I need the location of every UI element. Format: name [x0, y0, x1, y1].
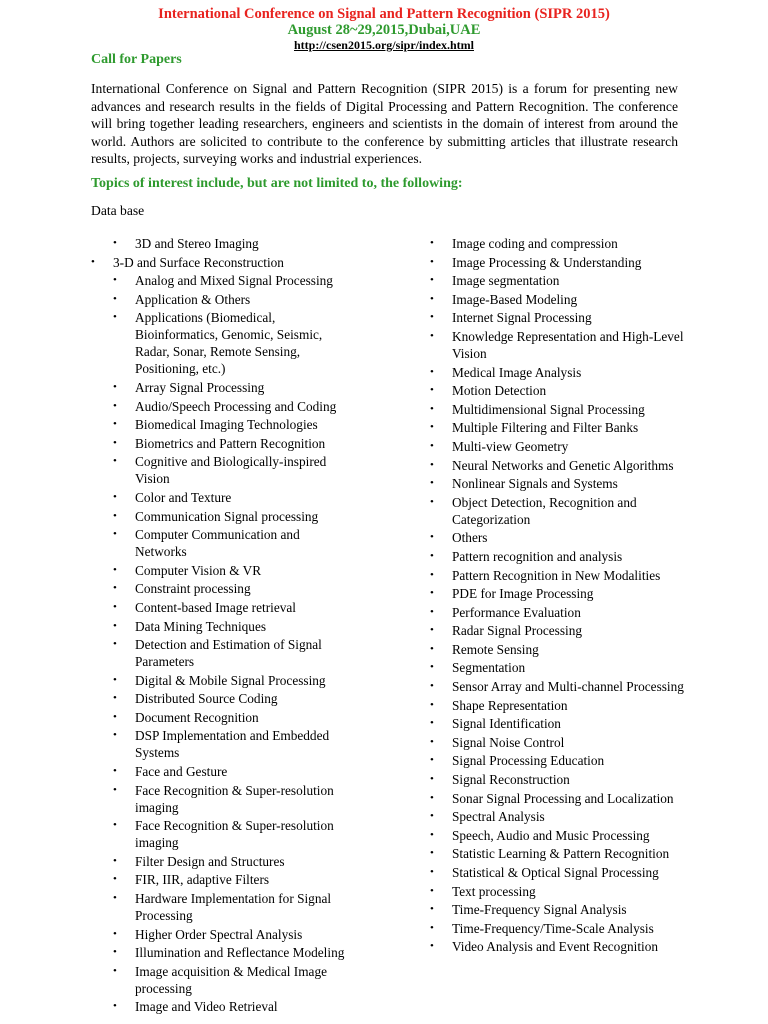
list-item: [91, 618, 421, 635]
bullet-icon: •: [113, 619, 117, 632]
list-item: [408, 771, 698, 788]
list-item: [91, 672, 421, 689]
list-item: [91, 871, 421, 888]
topic-text: Speech, Audio and Music Processing: [452, 827, 650, 843]
list-item: [408, 901, 698, 918]
list-item: [408, 291, 698, 308]
bullet-icon: •: [430, 661, 434, 674]
topic-text: Remote Sensing: [452, 641, 539, 657]
topic-text: Signal Noise Control: [452, 734, 565, 750]
topics-list-left: [91, 235, 421, 1017]
list-item: [408, 938, 698, 955]
bullet-icon: •: [430, 292, 434, 305]
topic-text: Medical Image Analysis: [452, 364, 582, 380]
list-item: [408, 529, 698, 546]
bullet-icon: •: [430, 717, 434, 730]
topic-text: Performance Evaluation: [452, 604, 581, 620]
list-item: [91, 853, 421, 870]
bullet-icon: •: [430, 940, 434, 953]
list-item: [408, 548, 698, 565]
list-item: [91, 526, 421, 560]
list-item: [408, 678, 698, 695]
bullet-icon: •: [430, 477, 434, 490]
list-item: [408, 715, 698, 732]
bullet-icon: •: [113, 854, 117, 867]
bullet-icon: •: [113, 509, 117, 522]
list-item: [91, 435, 421, 452]
list-item: [408, 752, 698, 769]
topic-text: Others: [452, 530, 488, 546]
topic-text: Image acquisition & Medical Image processing: [135, 963, 327, 996]
topic-text: 3D and Stereo Imaging: [135, 236, 259, 251]
bullet-icon: •: [113, 638, 117, 651]
list-item: [408, 457, 698, 474]
list-item: [408, 401, 698, 418]
bullet-icon: •: [430, 847, 434, 860]
list-item: [91, 580, 421, 597]
list-item: [408, 734, 698, 751]
topic-text: Higher Order Spectral Analysis: [135, 926, 303, 942]
topic-text: Text processing: [452, 883, 536, 899]
list-item: [91, 926, 421, 943]
bullet-icon: •: [430, 642, 434, 655]
topic-text: Shape Representation: [452, 697, 568, 713]
topic-text: Time-Frequency/Time-Scale Analysis: [452, 920, 654, 936]
list-item: [91, 782, 421, 816]
topic-text: Distributed Source Coding: [135, 691, 278, 707]
list-item: [408, 567, 698, 584]
list-item: [408, 845, 698, 862]
topic-text: Content-based Image retrieval: [135, 599, 296, 615]
bullet-icon: •: [430, 828, 434, 841]
list-item: [91, 416, 421, 433]
topic-text: Audio/Speech Processing and Coding: [135, 398, 337, 414]
list-item: [408, 585, 698, 602]
list-item: [91, 453, 421, 487]
bullet-icon: •: [113, 964, 117, 977]
bullet-icon: •: [430, 810, 434, 823]
topic-text: Statistical & Optical Signal Processing: [452, 865, 659, 880]
list-item: [408, 641, 698, 658]
list-item: [408, 622, 698, 639]
topic-text: Constraint processing: [135, 581, 251, 597]
topic-text: Array Signal Processing: [135, 379, 265, 395]
bullet-icon: •: [113, 292, 117, 305]
list-item: [91, 709, 421, 726]
bullet-icon: •: [113, 418, 117, 431]
list-item: [408, 475, 698, 492]
list-item: [91, 379, 421, 396]
topic-text: Detection and Estimation of Signal Parameters: [135, 637, 322, 670]
database-label: Data base: [91, 203, 145, 218]
bullet-icon: •: [430, 568, 434, 581]
topic-text: Image and Video Retrieval: [135, 999, 278, 1015]
topic-text: Statistic Learning & Pattern Recognition: [452, 846, 670, 862]
topic-text: Analog and Mixed Signal Processing: [135, 273, 333, 289]
list-item: [408, 604, 698, 621]
bullet-icon: •: [430, 384, 434, 397]
list-item: [408, 328, 698, 362]
bullet-icon: •: [113, 274, 117, 287]
topic-text: Image coding and compression: [452, 236, 618, 251]
topic-text: Neural Networks and Genetic Algorithms: [452, 457, 674, 473]
bullet-icon: •: [430, 624, 434, 637]
topic-text: Segmentation: [452, 660, 526, 676]
bullet-icon: •: [430, 274, 434, 287]
topic-text: Spectral Analysis: [452, 809, 545, 825]
topic-text: Signal Identification: [452, 716, 561, 732]
topic-text: Multi-view Geometry: [452, 438, 569, 454]
topic-text: Multiple Filtering and Filter Banks: [452, 420, 639, 436]
list-item: [91, 998, 421, 1015]
list-item: [408, 827, 698, 844]
topic-text: Hardware Implementation for Signal Processing: [135, 891, 332, 924]
list-item: [91, 272, 421, 289]
topic-text: Biometrics and Pattern Recognition: [135, 435, 326, 451]
bullet-icon: •: [430, 458, 434, 471]
bullet-icon: •: [430, 587, 434, 600]
topic-text: Data Mining Techniques: [135, 618, 267, 634]
topic-text: 3-D and Surface Reconstruction: [113, 254, 284, 270]
topic-text: Face Recognition & Super-resolution imaging: [135, 818, 334, 851]
topic-text: Nonlinear Signals and Systems: [452, 476, 618, 492]
topic-text: Object Detection, Recognition and Categorization: [452, 494, 637, 527]
bullet-icon: •: [430, 866, 434, 878]
bullet-icon: •: [113, 237, 117, 249]
topic-text: Pattern recognition and analysis: [452, 548, 623, 564]
topic-text: Video Analysis and Event Recognition: [452, 939, 659, 955]
topic-text: Motion Detection: [452, 383, 547, 399]
list-item: [91, 398, 421, 415]
list-item: [91, 944, 421, 961]
topic-text: Illumination and Reflectance Modeling: [135, 945, 345, 961]
bullet-icon: •: [430, 698, 434, 711]
bullet-icon: •: [430, 903, 434, 916]
bullet-icon: •: [430, 495, 434, 508]
list-item: [91, 562, 421, 579]
bullet-icon: •: [430, 311, 434, 324]
list-item: [91, 763, 421, 780]
bullet-icon: •: [113, 673, 117, 686]
bullet-icon: •: [113, 765, 117, 778]
list-item: [408, 697, 698, 714]
topic-text: Radar Signal Processing: [452, 623, 582, 639]
bullet-icon: •: [430, 255, 434, 268]
list-item: [91, 309, 421, 377]
topic-text: Face Recognition & Super-resolution imaging: [135, 782, 334, 815]
topic-text: Biomedical Imaging Technologies: [135, 417, 318, 433]
list-item: [91, 235, 421, 252]
topic-text: Filter Design and Structures: [135, 853, 285, 869]
bullet-icon: •: [113, 490, 117, 503]
list-item: [91, 489, 421, 506]
bullet-icon: •: [430, 237, 434, 249]
document-header: [0, 6, 768, 53]
bullet-icon: •: [430, 365, 434, 378]
topic-text: Application & Others: [135, 291, 251, 307]
list-item: [408, 254, 698, 271]
bullet-icon: •: [430, 680, 434, 693]
topic-text: Document Recognition: [135, 709, 259, 725]
list-item: [408, 272, 698, 289]
list-item: [91, 690, 421, 707]
bullet-icon: •: [430, 531, 434, 544]
call-for-papers-heading: Call for Papers: [91, 52, 182, 67]
list-item: [91, 599, 421, 616]
list-item: [408, 235, 698, 252]
bullet-icon: •: [113, 946, 117, 959]
topic-text: Signal Processing Education: [452, 753, 605, 769]
topic-text: Sensor Array and Multi-channel Processing: [452, 679, 684, 695]
list-item: [408, 364, 698, 381]
list-item: [408, 864, 698, 881]
topics-list-right: [408, 235, 698, 957]
list-item: [91, 636, 421, 670]
bullet-icon: •: [113, 380, 117, 393]
list-item: [91, 508, 421, 525]
topic-text: Applications (Biomedical, Bioinformatics, Genomic, Seismic, Radar, Sonar, Remote Sensing, Positioning, etc.): [135, 310, 323, 377]
bullet-icon: •: [430, 329, 434, 342]
bullet-icon: •: [113, 436, 117, 449]
topic-text: Computer Communication and Networks: [135, 527, 300, 560]
topic-text: Sonar Signal Processing and Localization: [452, 790, 674, 806]
list-item: [408, 494, 698, 528]
topic-text: Digital & Mobile Signal Processing: [135, 672, 326, 688]
bullet-icon: •: [113, 528, 117, 541]
list-item: [408, 419, 698, 436]
topic-text: Image-Based Modeling: [452, 291, 578, 307]
bullet-icon: •: [113, 563, 117, 576]
conference-date-place: August 28~29,2015,Dubai,UAE: [287, 22, 481, 38]
bullet-icon: •: [113, 399, 117, 412]
list-item: [91, 817, 421, 851]
topic-text: Signal Reconstruction: [452, 772, 570, 788]
bullet-icon: •: [113, 582, 117, 595]
bullet-icon: •: [113, 892, 117, 905]
topic-text: DSP Implementation and Embedded Systems: [135, 728, 330, 761]
bullet-icon: •: [430, 402, 434, 415]
list-item: [408, 438, 698, 455]
bullet-icon: •: [113, 1000, 117, 1013]
topic-text: Color and Texture: [135, 489, 232, 505]
topic-text: Knowledge Representation and High-Level Vision: [452, 328, 684, 361]
topics-heading: Topics of interest include, but are not limited to, the following:: [91, 176, 463, 191]
list-item: [408, 883, 698, 900]
list-item: [408, 309, 698, 326]
list-item: [408, 920, 698, 937]
intro-paragraph: International Conference on Signal and Pattern Recognition (SIPR 2015) is a forum for presenting new advances and research results in the fields of Digital Processing and Pattern Recognition. The conference will bring together leading researchers, engineers and scientists in the domain of interest from around the world. Authors are solicited to contribute to the conference by submitting articles that illustrate research results, projects, surveying works and industrial experiences.: [91, 81, 678, 166]
bullet-icon: •: [430, 921, 434, 934]
list-item: [408, 808, 698, 825]
list-item: [91, 291, 421, 308]
topic-text: PDE for Image Processing: [452, 586, 594, 602]
bullet-icon: •: [113, 783, 117, 796]
list-item: [91, 963, 421, 997]
bullet-icon: •: [113, 311, 117, 324]
topic-text: Communication Signal processing: [135, 508, 319, 524]
topic-text: Cognitive and Biologically-inspired Vision: [135, 454, 327, 487]
list-item: [408, 790, 698, 807]
topic-text: Multidimensional Signal Processing: [452, 401, 645, 417]
topic-text: Internet Signal Processing: [452, 310, 592, 326]
bullet-icon: •: [113, 600, 117, 613]
topic-text: Image segmentation: [452, 273, 560, 289]
topic-text: Image Processing & Understanding: [452, 254, 642, 270]
topic-text: Time-Frequency Signal Analysis: [452, 902, 627, 918]
bullet-icon: •: [430, 754, 434, 767]
conference-url-link[interactable]: http://csen2015.org/sipr/index.html: [293, 38, 474, 52]
bullet-icon: •: [91, 255, 95, 268]
bullet-icon: •: [430, 549, 434, 562]
bullet-icon: •: [430, 773, 434, 786]
bullet-icon: •: [113, 819, 117, 832]
topic-text: FIR, IIR, adaptive Filters: [135, 872, 270, 888]
bullet-icon: •: [430, 735, 434, 748]
bullet-icon: •: [430, 791, 434, 804]
bullet-icon: •: [430, 439, 434, 452]
topic-text: Face and Gesture: [135, 764, 228, 780]
list-item: [408, 382, 698, 399]
bullet-icon: •: [113, 873, 117, 886]
bullet-icon: •: [430, 421, 434, 434]
bullet-icon: •: [113, 455, 117, 468]
topic-text: Pattern Recognition in New Modalities: [452, 567, 661, 583]
bullet-icon: •: [113, 710, 117, 723]
bullet-icon: •: [430, 605, 434, 618]
list-item: [91, 890, 421, 924]
topic-text: Computer Vision & VR: [135, 562, 262, 578]
bullet-icon: •: [430, 884, 434, 897]
list-item: [91, 727, 421, 761]
conference-title: International Conference on Signal and Pattern Recognition (SIPR 2015): [158, 6, 610, 22]
bullet-icon: •: [113, 729, 117, 742]
bullet-icon: •: [113, 692, 117, 705]
list-item: [408, 659, 698, 676]
list-item: [91, 254, 421, 271]
bullet-icon: •: [113, 927, 117, 940]
